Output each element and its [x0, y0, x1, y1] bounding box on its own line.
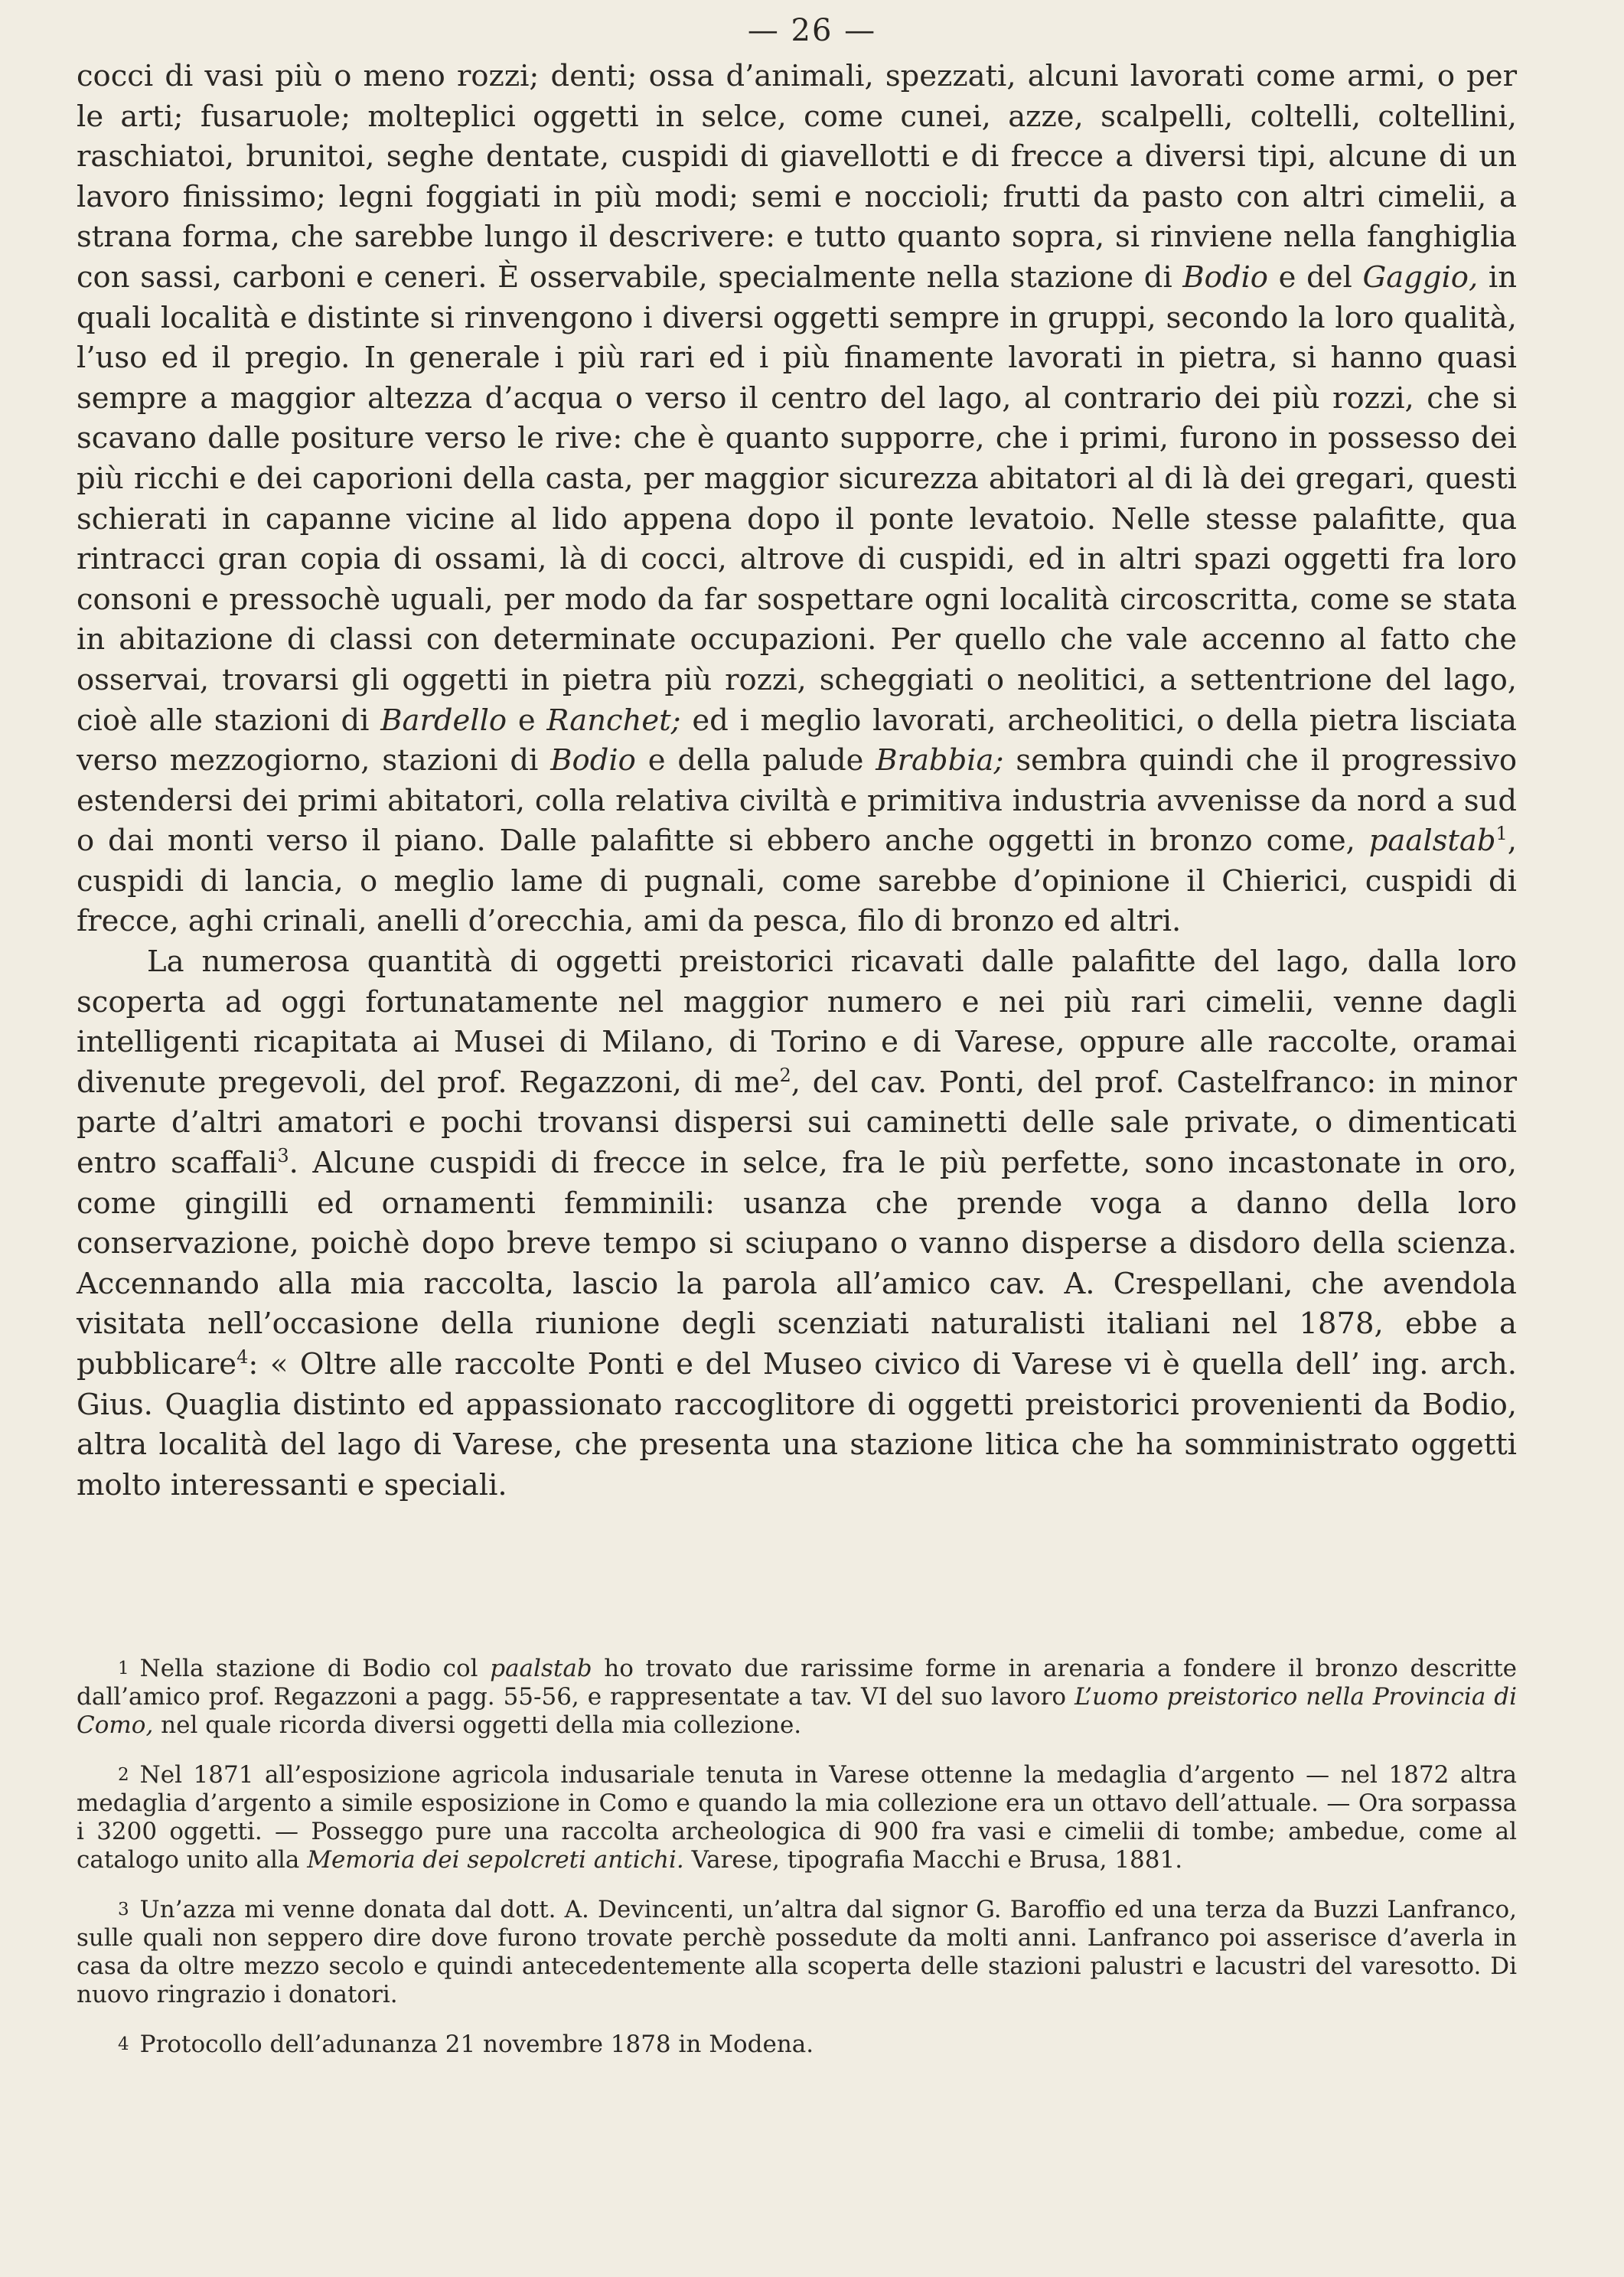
- footnote-4: $^4$ Protocollo dell’adunanza 21 novembre 1878 in Modena.: [118, 2031, 814, 2058]
- footnote-ref: 4: [236, 1346, 249, 1368]
- main-text: [77, 57, 1517, 1505]
- page-number: — 26 —: [747, 13, 877, 48]
- footnote-2: $^2$ Nel 1871 all’esposizione agricola indusariale tenuta in Varese ottenne la medaglia d’argento — nel 1872 altra medaglia d’argento a simile esposizione in Como e quando la mia collezione era un ottavo dell’attuale. — Ora sorpassa i 3200 oggetti. — Posseggo pure una raccolta archeologica di 900 fra vasi e cimelii di tombe; ambedue, come al catalogo unito alla Memoria dei sepolcreti antichi. Varese, tipografia Macchi e Brusa, 1881.: [77, 1761, 1517, 1874]
- footnote-ref: 2: [779, 1065, 791, 1087]
- footnote-number: 2: [118, 1765, 129, 1785]
- paragraph-2: La numerosa quantità di oggetti preistorici ricavati dalle palafitte del lago, dalla loro scoperta ad oggi fortunatamente nel maggior numero e nei più rari cimelii, venne dagli intelligenti ricapitata ai Musei di Milano, di Torino e di Varese, oppure alle raccolte, oramai divenute pregevoli, del prof. Regazzoni, di me$^2$, del cav. Ponti, del prof. Castelfranco: in minor parte d’altri amatori e pochi trovansi dispersi sui caminetti delle sale private, o dimenticati entro scaffali$^3$. Alcune cuspidi di frecce in selce, fra le più perfette, sono incastonate in oro, come gingilli ed ornamenti femminili: usanza che prende voga a danno della loro conservazione, poichè dopo breve tempo si sciupano o vanno disperse a disdoro della scienza. Accennando alla mia raccolta, lascio la parola all’amico cav. A. Crespellani, che avendola visitata nell’occasione della riunione degli scenziati naturalisti italiani nel 1878, ebbe a pubblicare$^4$: « Oltre alle raccolte Ponti e del Museo civico di Varese vi è quella dell’ ing. arch. Gius. Quaglia distinto ed appassionato raccoglitore di oggetti preistorici provenienti da Bodio, altra località del lago di Varese, che presenta una stazione litica che ha somministrato oggetti molto interessanti e speciali.: [77, 944, 1518, 1502]
- footnote-1: $^1$ Nella stazione di Bodio col paalstab ho trovato due rarissime forme in arenaria a fondere il bronzo descritte dall’amico prof. Regazzoni a pagg. 55-56, e rappresentate a tav. VI del suo lavoro L’uomo preistorico nella Provincia di Como, nel quale ricorda diversi oggetti della mia collezione.: [77, 1655, 1518, 1739]
- term-paalstab: paalstab: [1368, 824, 1496, 859]
- footnote-number: 3: [118, 1900, 129, 1920]
- place-name: Bodio: [550, 743, 636, 778]
- book-title: Memoria dei sepolcreti antichi.: [307, 1846, 684, 1874]
- place-name: Bardello: [380, 703, 507, 738]
- place-name: Brabbia;: [876, 743, 1004, 778]
- footnote-number: 4: [118, 2034, 129, 2054]
- place-name: Gaggio,: [1362, 259, 1479, 295]
- place-name: Ranchet;: [546, 703, 681, 738]
- place-name: Bodio: [1182, 259, 1268, 295]
- footnote-number: 1: [118, 1659, 129, 1678]
- footnote-ref: 3: [277, 1145, 289, 1167]
- footnote-ref: 1: [1495, 823, 1508, 845]
- footnote-3: $^3$ Un’azza mi venne donata dal dott. A. Devincenti, un’altra dal signor G. Baroffio ed una terza da Buzzi Lanfranco, sulle quali non seppero dire dove furono trovate perchè possedute da molti anni. Lanfranco poi asserisce d’averla in casa da oltre mezzo secolo e quindi antecedentemente alla scoperta delle stazioni palustri e lacustri del varesotto. Di nuovo ringrazio i donatori.: [77, 1896, 1517, 2008]
- book-title: L’uomo preistorico nella Provincia di Como,: [77, 1683, 1517, 1739]
- footnotes: [77, 1655, 1517, 2080]
- paragraph-1: cocci di vasi più o meno rozzi; denti; ossa d’animali, spezzati, alcuni lavorati come armi, o per le arti; fusaruole; molteplici oggetti in selce, come cunei, azze, scalpelli, coltelli, coltellini, raschiatoi, brunitoi, seghe dentate, cuspidi di giavellotti e di frecce a diversi tipi, alcune di un lavoro finissimo; legni foggiati in più modi; semi e noccioli; frutti da pasto con altri cimelii, a strana forma, che sarebbe lungo il descrivere: e tutto quanto sopra, si rinviene nella fanghiglia con sassi, carboni e ceneri. È osservabile, specialmente nella stazione di Bodio e del Gaggio, in quali località e distinte si rinvengono i diversi oggetti sempre in gruppi, secondo la loro qualità, l’uso ed il pregio. In generale i più rari ed i più finamente lavorati in pietra, si hanno quasi sempre a maggior altezza d’acqua o verso il centro del lago, al contrario dei più rozzi, che si scavano dalle positure verso le rive: che è quanto supporre, che i primi, furono in possesso dei più ricchi e dei caporioni della casta, per maggior sicurezza abitatori al di là dei gregari, questi schierati in capanne vicine al lido appena dopo il ponte levatoio. Nelle stesse palafitte, qua rintracci gran copia di ossami, là di cocci, altrove di cuspidi, ed in altri spazi oggetti fra loro consoni e pressochè uguali, per modo da far sospettare ogni località circoscritta, come se stata in abitazione di classi con determinate occupazioni. Per quello che vale accenno al fatto che osservai, trovarsi gli oggetti in pietra più rozzi, scheggiati o neolitici, a settentrione del lago, cioè alle stazioni di Bardello e Ranchet; ed i meglio lavorati, archeolitici, o della pietra lisciata verso mezzogiorno, stazioni di Bodio e della palude Brabbia; sembra quindi che il progressivo estendersi dei primi abitatori, colla relativa civiltà e primitiva industria avvenisse da nord a sud o dai monti verso il piano. Dalle palafitte si ebbero anche oggetti in bronzo come, paalstab$^1$, cuspidi di lancia, o meglio lame di pugnali, come sarebbe d’opinione il Chierici, cuspidi di frecce, aghi crinali, anelli d’orecchia, ami da pesca, filo di bronzo ed altri.: [77, 59, 1518, 939]
